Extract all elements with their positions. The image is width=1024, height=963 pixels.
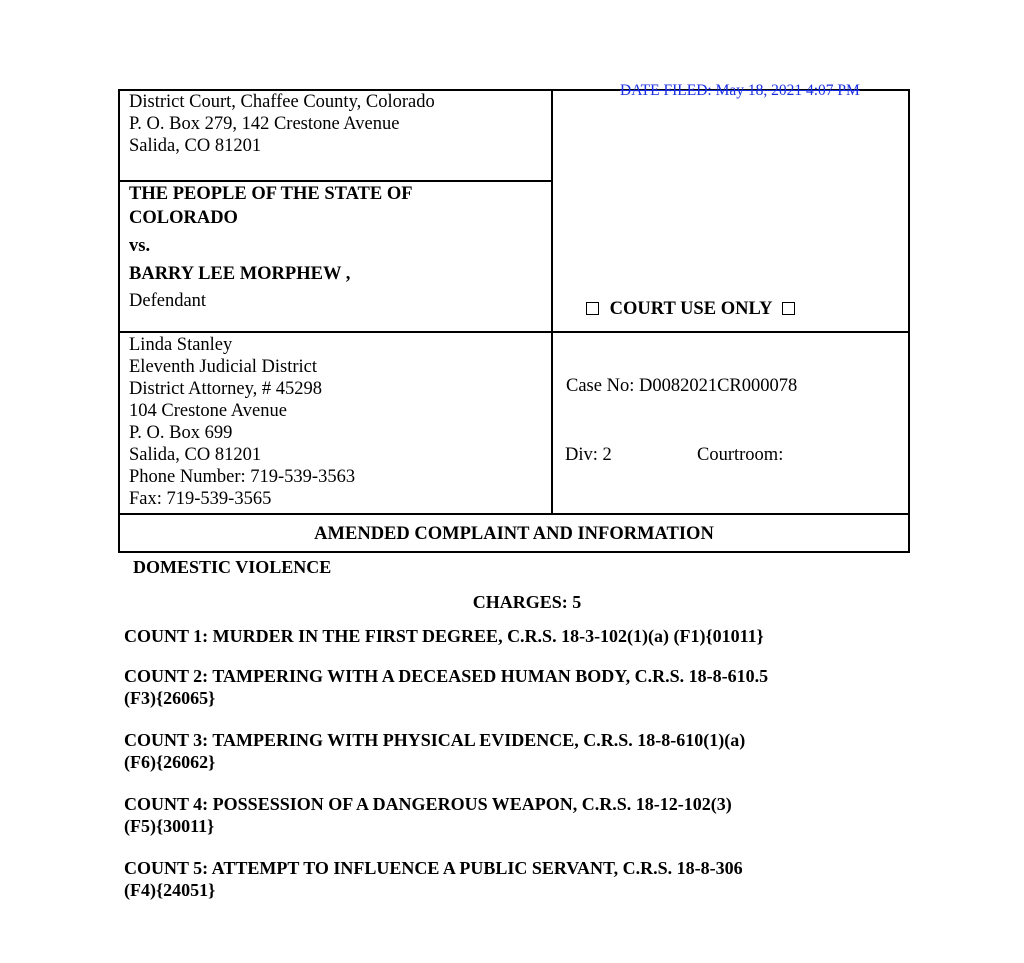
count-item [124, 857, 884, 901]
count-item [124, 625, 884, 647]
attorney-address-2: P. O. Box 699 [129, 423, 233, 443]
charges-header: CHARGES: 5 [472, 592, 582, 612]
defendant-label: Defendant [129, 291, 207, 311]
column-divider [551, 89, 553, 514]
count-code: (F3){26065} [124, 688, 216, 708]
court-name: District Court, Chaffee County, Colorado [129, 92, 435, 112]
attorney-phone: Phone Number: 719-539-3563 [129, 467, 356, 487]
versus-label: vs. [129, 236, 151, 256]
case-number: Case No: D0082021CR000078 [566, 376, 798, 396]
attorney-district: Eleventh Judicial District [129, 357, 318, 377]
count-item [124, 665, 884, 709]
court-city-line: Salida, CO 81201 [129, 136, 262, 156]
case-category: DOMESTIC VIOLENCE [133, 557, 332, 577]
attorney-address-1: 104 Crestone Avenue [129, 401, 287, 421]
document-title: AMENDED COMPLAINT AND INFORMATION [314, 524, 714, 544]
courtroom: Courtroom: [697, 445, 784, 465]
checkbox-icon [782, 302, 795, 315]
row-divider-title [118, 513, 910, 515]
count-item [124, 729, 884, 773]
count-description: COUNT 1: MURDER IN THE FIRST DEGREE, C.R.S. 18-3-102(1)(a) (F1){01011} [124, 626, 764, 646]
checkbox-icon [586, 302, 599, 315]
defendant-name: BARRY LEE MORPHEW , [129, 264, 351, 284]
attorney-title: District Attorney, # 45298 [129, 379, 323, 399]
count-description: COUNT 4: POSSESSION OF A DANGEROUS WEAPON, C.R.S. 18-12-102(3) [124, 794, 732, 814]
row-divider-parties [118, 331, 910, 333]
table-border-right [908, 89, 910, 553]
court-address-line: P. O. Box 279, 142 Crestone Avenue [129, 114, 400, 134]
count-code: (F4){24051} [124, 880, 216, 900]
table-border-left [118, 89, 120, 553]
count-description: COUNT 5: ATTEMPT TO INFLUENCE A PUBLIC SERVANT, C.R.S. 18-8-306 [124, 858, 743, 878]
attorney-fax: Fax: 719-539-3565 [129, 489, 272, 509]
count-code: (F6){26062} [124, 752, 216, 772]
plaintiff-line-2: COLORADO [129, 208, 238, 228]
count-item [124, 793, 884, 837]
count-description: COUNT 2: TAMPERING WITH A DECEASED HUMAN BODY, C.R.S. 18-8-610.5 [124, 666, 769, 686]
table-border-bottom [118, 551, 910, 553]
count-description: COUNT 3: TAMPERING WITH PHYSICAL EVIDENCE, C.R.S. 18-8-610(1)(a) [124, 730, 746, 750]
court-use-only [586, 298, 795, 320]
date-filed-stamp: DATE FILED: May 18, 2021 4:07 PM [620, 82, 860, 99]
row-divider-court [118, 180, 552, 182]
attorney-name: Linda Stanley [129, 335, 233, 355]
count-code: (F5){30011} [124, 816, 215, 836]
division: Div: 2 [565, 445, 612, 465]
attorney-address-3: Salida, CO 81201 [129, 445, 262, 465]
plaintiff-line-1: THE PEOPLE OF THE STATE OF [129, 184, 413, 204]
court-use-only-label: COURT USE ONLY [609, 299, 772, 319]
